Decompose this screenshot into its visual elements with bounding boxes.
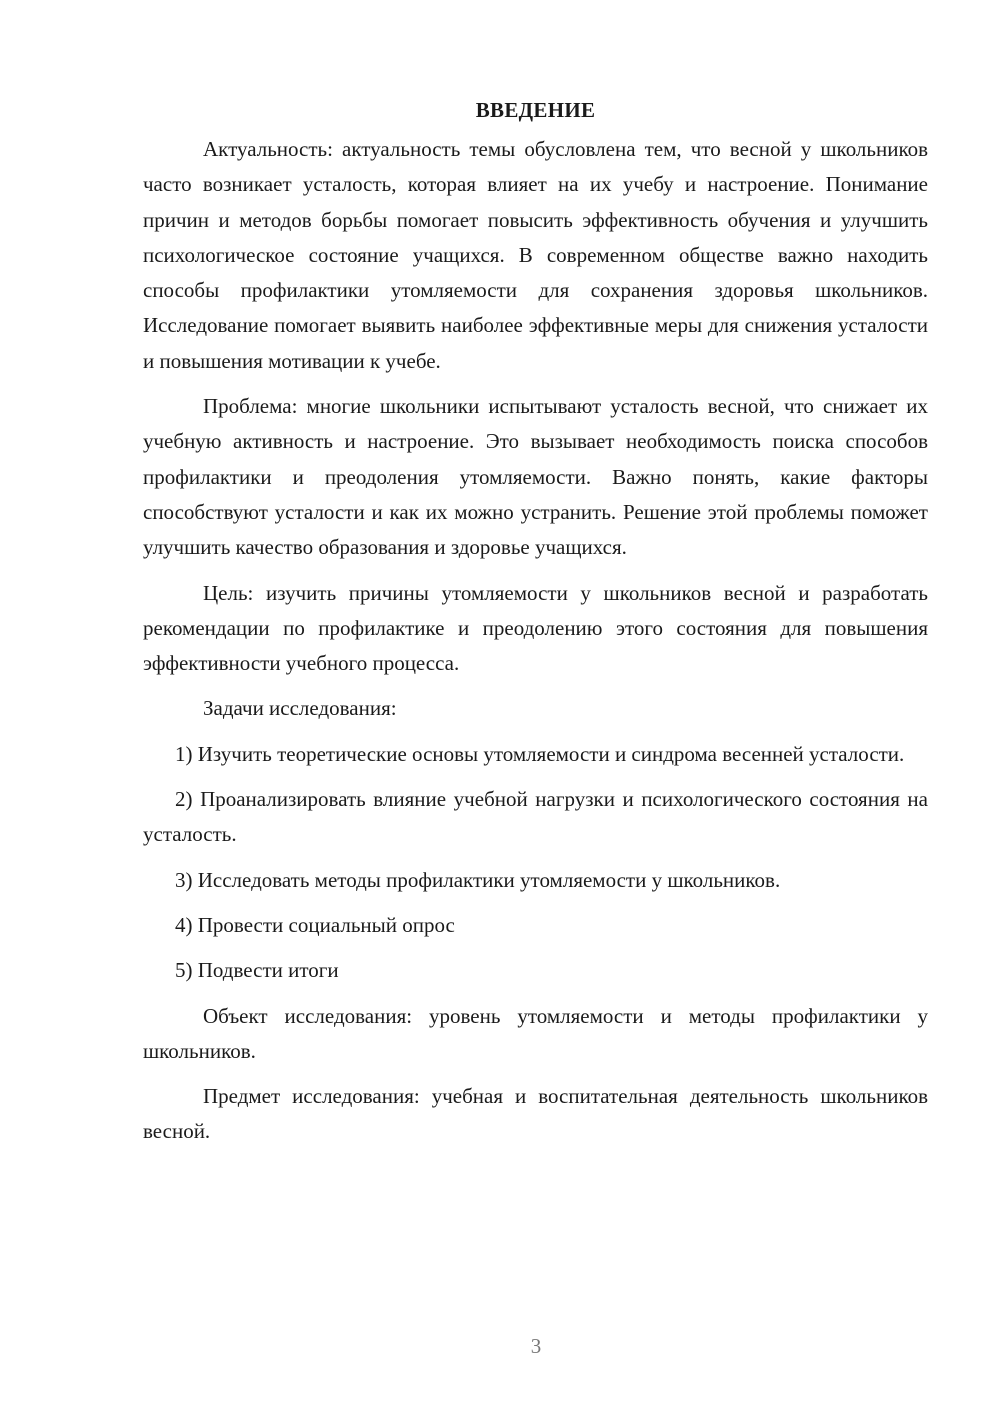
task-item-5: 5) Подвести итоги bbox=[175, 958, 339, 983]
task-item-3: 3) Исследовать методы профилактики утомляемости у школьников. bbox=[175, 867, 781, 892]
object-paragraph: Объект исследования: уровень утомляемости и методы профилактики у школьников. bbox=[143, 1003, 928, 1063]
task-item-1: 1) Изучить теоретические основы утомляемости и синдрома весенней усталости. bbox=[175, 741, 905, 766]
page-number: 3 bbox=[530, 1334, 542, 1358]
problem-paragraph: Проблема: многие школьники испытывают усталость весной, что снижает их учебную активность и настроение. Это вызывает необходимость поиска способов профилактики и преодоления утомляемости. Важно понять, какие факторы способствуют усталости и как их можно устранить. Решение этой проблемы поможет улучшить качество образования и здоровье учащихся. bbox=[143, 394, 928, 560]
task-item-2: 2) Проанализировать влияние учебной нагрузки и психологического состояния на усталость. bbox=[143, 787, 928, 847]
page-content bbox=[143, 95, 928, 1160]
relevance-paragraph: Актуальность: актуальность темы обусловлена тем, что весной у школьников часто возникает усталость, которая влияет на их учебу и настроение. Понимание причин и методов борьбы помогает повысить эффективность обучения и улучшить психологическое состояние учащихся. В современном обществе важно находить способы профилактики утомляемости для сохранения здоровья школьников. Исследование помогает выявить наиболее эффективные меры для снижения усталости и повышения мотивации к учебе. bbox=[143, 137, 928, 373]
tasks-heading: Задачи исследования: bbox=[203, 696, 397, 721]
task-item-4: 4) Провести социальный опрос bbox=[175, 912, 455, 937]
section-heading: ВВЕДЕНИЕ bbox=[475, 98, 596, 122]
subject-paragraph: Предмет исследования: учебная и воспитательная деятельность школьников весной. bbox=[143, 1084, 928, 1144]
goal-paragraph: Цель: изучить причины утомляемости у школьников весной и разработать рекомендации по профилактике и преодолению этого состояния для повышения эффективности учебного процесса. bbox=[143, 580, 928, 676]
